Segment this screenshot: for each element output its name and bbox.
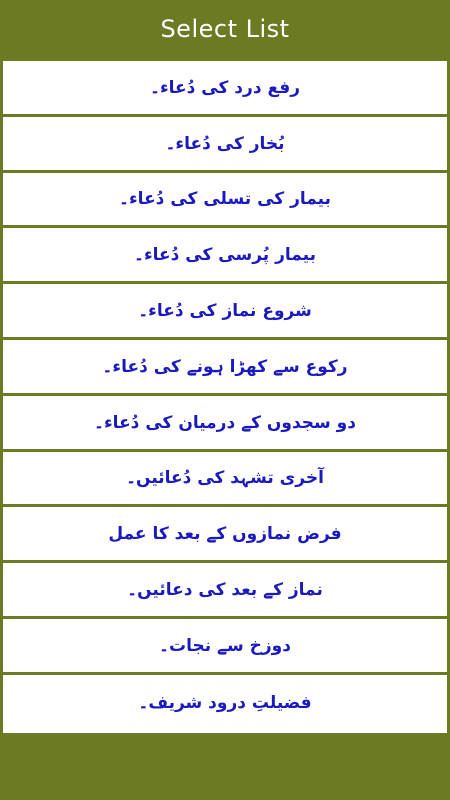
list-item[interactable] [3, 340, 447, 396]
list-item-label: نماز کے بعد کی دعائیں۔ [127, 580, 323, 601]
list-item-label: بیمار کی تسلی کی دُعاء۔ [119, 189, 331, 210]
list-item[interactable] [3, 173, 447, 229]
list-item[interactable] [3, 675, 447, 731]
list-item-label: رکوع سے کھڑا ہونے کی دُعاء۔ [102, 356, 348, 377]
list-item[interactable] [3, 284, 447, 340]
list-item-label: فضیلتِ درود شریف۔ [138, 693, 312, 714]
list-item[interactable] [3, 61, 447, 117]
dua-list[interactable] [0, 58, 450, 733]
page-title: Select List [160, 15, 290, 43]
list-item-label: دو سجدوں کے درمیان کی دُعاء۔ [94, 412, 356, 433]
list-item-label: دوزخ سے نجات۔ [159, 635, 291, 656]
list-item[interactable] [3, 228, 447, 284]
list-item[interactable] [3, 563, 447, 619]
list-item-label: فرض نمازوں کے بعد کا عمل [108, 524, 342, 545]
list-item-label: بیمار پُرسی کی دُعاء۔ [134, 245, 316, 266]
list-item[interactable] [3, 396, 447, 452]
list-item-label: رفع درد کی دُعاء۔ [150, 77, 300, 98]
list-item-label: شروع نماز کی دُعاء۔ [138, 301, 312, 322]
list-item-label: آخری تشہد کی دُعائیں۔ [126, 468, 324, 489]
list-item[interactable] [3, 619, 447, 675]
list-item[interactable] [3, 117, 447, 173]
bottom-bar [0, 733, 450, 800]
list-item[interactable] [3, 452, 447, 508]
list-item-label: بُخار کی دُعاء۔ [165, 133, 285, 154]
app-header [0, 0, 450, 58]
list-item[interactable] [3, 507, 447, 563]
